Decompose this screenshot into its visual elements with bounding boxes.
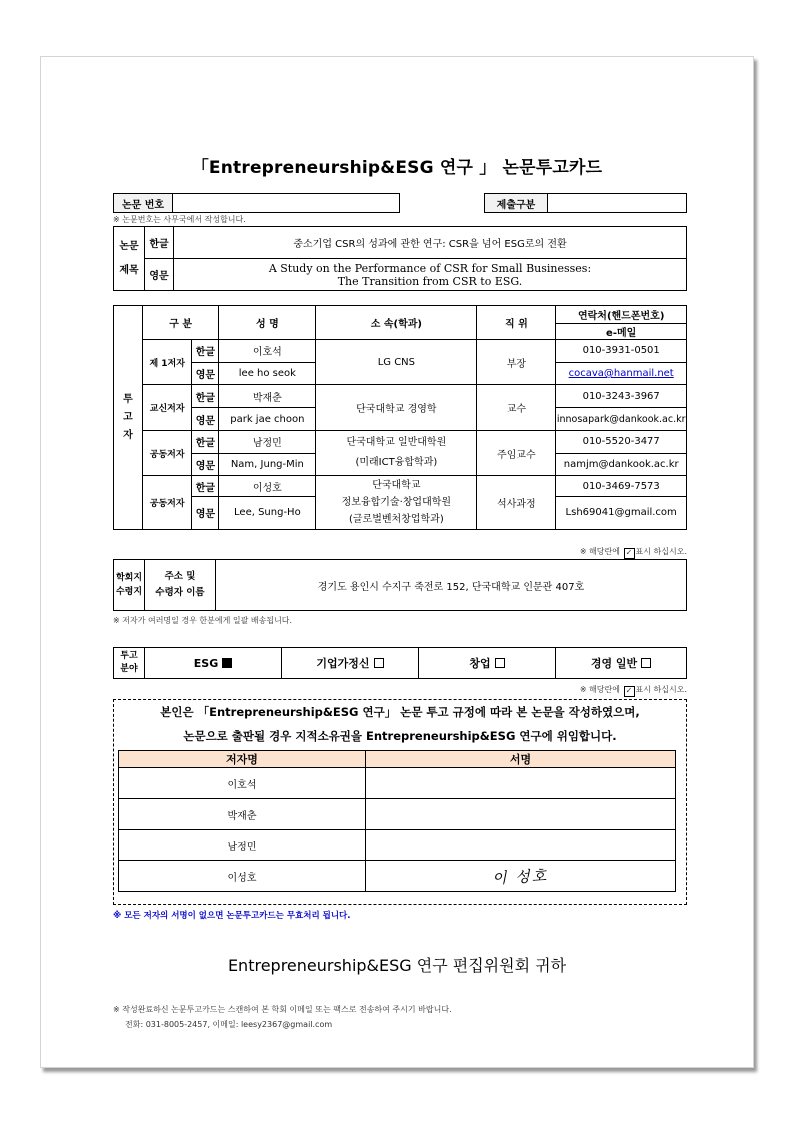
author4-eng-name[interactable]: Lee, Sung-Ho <box>219 496 316 529</box>
author2-email[interactable]: innosapark@dankook.ac.kr <box>556 408 687 431</box>
author3-position[interactable]: 주임교수 <box>477 430 556 475</box>
handwritten-signature: 이 성호 <box>491 866 550 887</box>
author4-affiliation-line3: (글로벌벤처창업학과) <box>348 514 444 526</box>
paper-title-table <box>113 226 687 291</box>
author2-kor-name[interactable]: 박재춘 <box>219 385 316 408</box>
footer-contact: 전화: 031-8005-2457, 이메일: leesy2367@gmail.com <box>125 1020 333 1029</box>
author2-eng-label: 영문 <box>192 408 219 431</box>
author3-phone[interactable]: 010-5520-3477 <box>556 430 687 453</box>
author2-kor-label: 한글 <box>192 385 219 408</box>
author3-affiliation[interactable] <box>316 430 477 475</box>
author1-eng-label: 영문 <box>192 362 219 385</box>
author3-kor-label: 한글 <box>192 430 219 453</box>
invalid-warning: ※ 모든 저자의 서명이 없으면 논문투고카드는 무효처리 됩니다. <box>113 911 351 921</box>
check-note-1-pre: ※ 해당란에 <box>579 547 620 556</box>
signature-row-author: 이호석 <box>119 768 366 799</box>
author3-kor-name[interactable]: 남정민 <box>219 430 316 453</box>
signature-field[interactable] <box>366 799 676 830</box>
author2-role: 교신저자 <box>143 385 192 430</box>
author1-role: 제 1저자 <box>143 340 192 385</box>
checkbox-empty-icon[interactable] <box>641 658 651 668</box>
author4-affiliation[interactable] <box>316 476 477 530</box>
author1-eng-name[interactable]: lee ho seok <box>219 362 316 385</box>
consent-line1: 본인은 「Entrepreneurship&ESG 연구」 논문 투고 규정에 따라 본 논문을 작성하였으며, <box>160 705 640 719</box>
journal-address-value[interactable]: 경기도 용인시 수지구 죽전로 152, 단국대학교 인문관 407호 <box>216 560 687 611</box>
field-option-startup-label: 창업 <box>469 657 491 670</box>
header-contact: 연락처(핸드폰번호) <box>556 306 687 324</box>
check-note-1 <box>521 546 687 559</box>
consent-line2: 논문으로 출판될 경우 지적소유권을 Entrepreneurship&ESG 연구에 위임합니다. <box>183 729 617 743</box>
signature-row-author: 남정민 <box>119 830 366 861</box>
card-title: 「Entrepreneurship&ESG 연구 」 논문투고카드 <box>191 158 603 178</box>
authors-side-label: 투 고 자 <box>114 306 143 530</box>
field-option-esg[interactable] <box>145 648 282 679</box>
signature-field[interactable] <box>366 768 676 799</box>
header-name: 성 명 <box>219 306 316 340</box>
author4-phone[interactable]: 010-3469-7573 <box>556 476 687 497</box>
author1-position[interactable]: 부장 <box>477 340 556 385</box>
signature-field[interactable] <box>366 861 676 892</box>
checkbox-checked-icon: ✓ <box>624 686 635 697</box>
paper-title-label: 논문 제목 <box>114 227 145 291</box>
author3-affiliation-line2: (미래ICT융합학과) <box>355 457 438 469</box>
document-page <box>40 56 754 1068</box>
checkbox-empty-icon[interactable] <box>495 658 505 668</box>
check-note-1-post: 표시 하십시오. <box>635 547 687 556</box>
journal-address-label-line1: 주소 및 <box>164 571 196 582</box>
signature-table <box>118 750 676 892</box>
title-kor-value[interactable]: 중소기업 CSR의 성과에 관한 연구: CSR을 넘어 ESG로의 전환 <box>174 227 687 259</box>
field-option-entrepreneurship[interactable] <box>282 648 419 679</box>
journal-side-label <box>114 560 145 611</box>
title-kor-label: 한글 <box>145 227 174 259</box>
author4-eng-label: 영문 <box>192 496 219 529</box>
author2-phone[interactable]: 010-3243-3967 <box>556 385 687 408</box>
author4-role: 공동저자 <box>143 476 192 530</box>
signature-header-sign: 서명 <box>366 751 676 768</box>
author1-kor-label: 한글 <box>192 340 219 363</box>
author1-affiliation[interactable]: LG CNS <box>316 340 477 385</box>
journal-address-label <box>145 560 216 611</box>
consent-box <box>113 699 687 905</box>
journal-side-label-line1: 학회지 <box>115 573 143 583</box>
author3-eng-name[interactable]: Nam, Jung-Min <box>219 453 316 476</box>
submit-type-field[interactable] <box>548 194 687 213</box>
author4-affiliation-line2: 정보융합기술·창업대학원 <box>341 497 452 509</box>
journal-note: ※ 저자가 여러명일 경우 한분에게 일괄 배송됩니다. <box>113 616 293 625</box>
paper-number-field[interactable] <box>173 194 400 213</box>
check-note-2-post: 표시 하십시오. <box>635 685 687 694</box>
field-side-label-line2: 분야 <box>120 664 138 674</box>
field-side-label <box>114 648 145 679</box>
title-eng-line2: The Transition from CSR to ESG. <box>337 274 523 288</box>
field-option-esg-label: ESG <box>193 656 219 670</box>
author2-eng-name[interactable]: park jae choon <box>219 408 316 431</box>
header-position: 직 위 <box>477 306 556 340</box>
field-option-startup[interactable] <box>419 648 556 679</box>
signature-header-author: 저자명 <box>119 751 366 768</box>
field-option-general[interactable] <box>556 648 687 679</box>
field-option-entrepreneurship-label: 기업가정신 <box>316 657 370 670</box>
signature-field[interactable] <box>366 830 676 861</box>
title-eng-value[interactable] <box>174 259 687 291</box>
author1-kor-name[interactable]: 이호석 <box>219 340 316 363</box>
author1-email-link[interactable]: cocava@hanmail.net <box>556 362 687 385</box>
paper-number-gap <box>400 194 485 213</box>
author3-eng-label: 영문 <box>192 453 219 476</box>
author3-role: 공동저자 <box>143 430 192 475</box>
header-category: 구 분 <box>143 306 219 340</box>
signature-row-author: 박재춘 <box>119 799 366 830</box>
paper-number-note: ※ 논문번호는 사무국에서 작성합니다. <box>113 215 246 224</box>
author4-kor-name[interactable]: 이성호 <box>219 476 316 497</box>
field-option-general-label: 경영 일반 <box>590 657 638 670</box>
journal-side-label-line2: 수령지 <box>115 587 143 597</box>
submit-type-label: 제출구분 <box>485 194 548 213</box>
recipient-line: Entrepreneurship&ESG 연구 편집위원회 귀하 <box>227 956 567 975</box>
header-email: e-메일 <box>556 323 687 340</box>
author3-affiliation-line1: 단국대학교 일반대학원 <box>346 437 447 449</box>
title-eng-label: 영문 <box>145 259 174 291</box>
author4-position[interactable]: 석사과정 <box>477 476 556 530</box>
title-eng-line1: A Study on the Performance of CSR for Small Businesses: <box>268 261 592 275</box>
authors-table <box>113 305 687 530</box>
field-side-label-line1: 투고 <box>120 651 138 661</box>
checkbox-empty-icon[interactable] <box>374 658 384 668</box>
author4-email[interactable]: Lsh69041@gmail.com <box>556 496 687 529</box>
author3-email[interactable]: namjm@dankook.ac.kr <box>556 453 687 476</box>
check-note-2 <box>521 684 687 697</box>
author2-position[interactable]: 교수 <box>477 385 556 430</box>
check-note-2-pre: ※ 해당란에 <box>579 685 620 694</box>
paper-number-label: 논문 번호 <box>114 194 173 213</box>
checkbox-filled-icon[interactable] <box>222 658 232 668</box>
author4-kor-label: 한글 <box>192 476 219 497</box>
author2-affiliation[interactable]: 단국대학교 경영학 <box>316 385 477 430</box>
author4-affiliation-line1: 단국대학교 <box>372 480 421 492</box>
journal-address-label-line2: 수령자 이름 <box>155 587 205 598</box>
signature-row-author: 이성호 <box>119 861 366 892</box>
author1-phone[interactable]: 010-3931-0501 <box>556 340 687 363</box>
footer-instructions: ※ 작성완료하신 논문투고카드는 스캔하여 본 학회 이메일 또는 팩스로 전송하여 주시기 바랍니다. <box>113 1005 452 1014</box>
checkbox-checked-icon: ✓ <box>624 548 635 559</box>
journal-address-table <box>113 559 687 611</box>
field-table <box>113 647 687 679</box>
paper-number-table <box>113 193 687 213</box>
header-affiliation: 소 속(학과) <box>316 306 477 340</box>
